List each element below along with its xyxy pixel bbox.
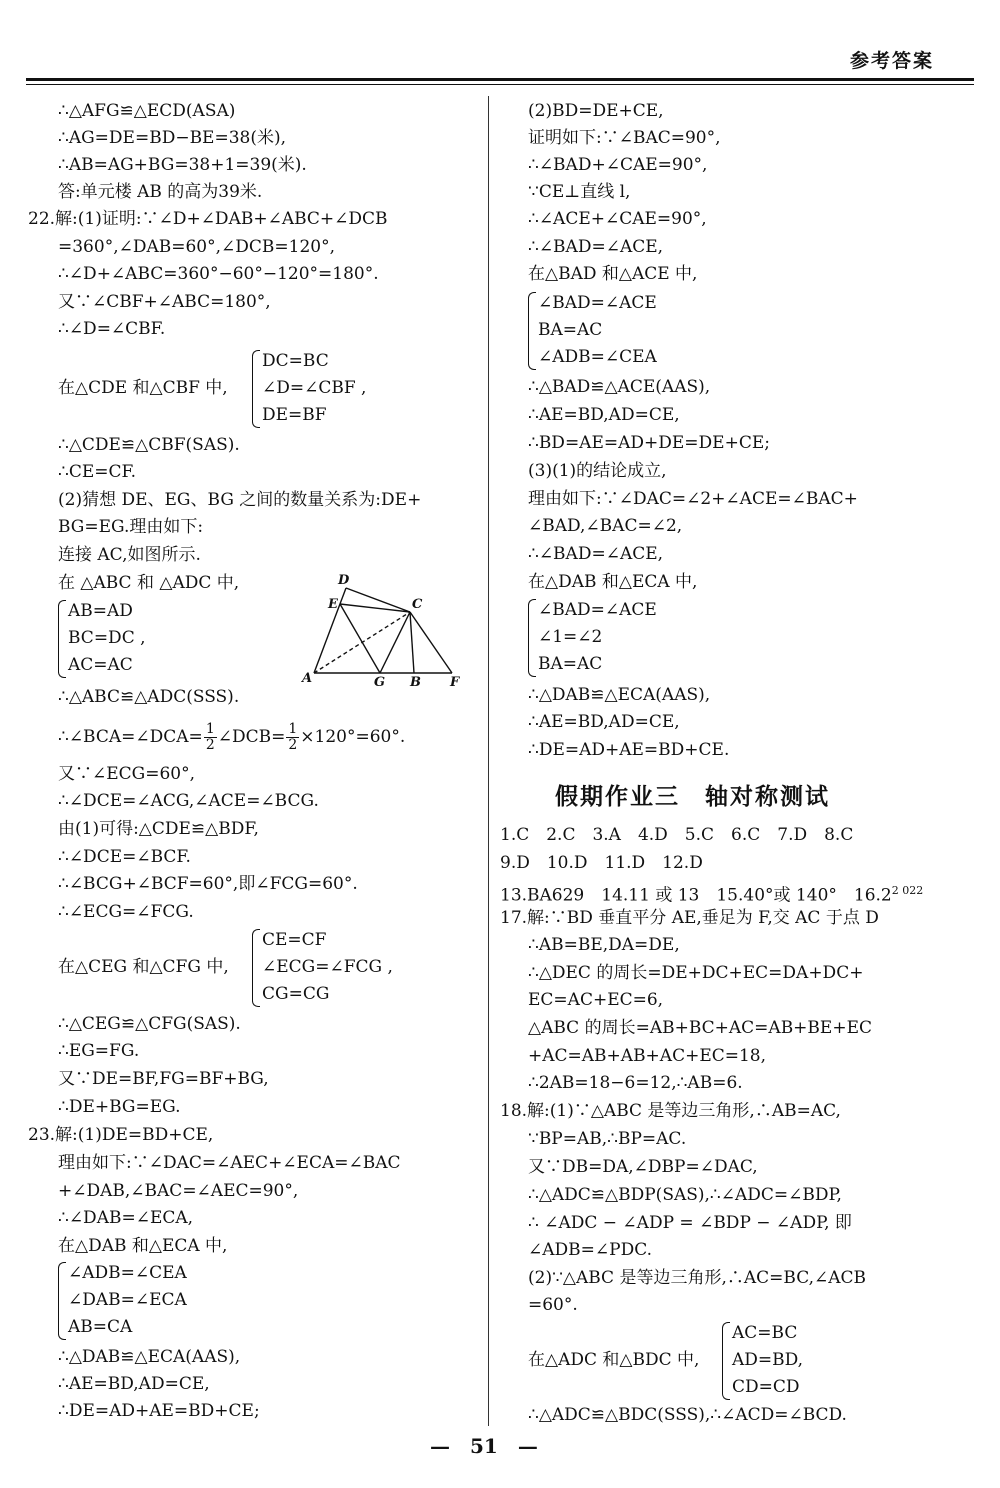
equation: ∠1=∠2 (538, 627, 603, 647)
text-line: ∴△CDE≌△CBF(SAS). (58, 435, 240, 455)
text-line: +AC=AB+AB+AC+EC=18, (528, 1046, 767, 1066)
text-line: ∴△DAB≌△ECA(AAS), (58, 1347, 241, 1367)
equation: ∠ADB=∠CEA (68, 1263, 187, 1283)
text-line: 在△BAD 和△ACE 中, (528, 264, 698, 284)
equation: AC=AC (68, 655, 133, 675)
text-line: ∴△ABC≌△ADC(SSS). (58, 687, 240, 707)
fraction-denominator: 2 (288, 737, 298, 753)
equation: DE=BF (262, 405, 327, 425)
brace (722, 1322, 730, 1400)
equation: ∠BAD=∠ACE (538, 293, 657, 313)
text-line: ∵CE⊥直线 l, (528, 182, 631, 202)
problem-17: 17.解:∵BD 垂直平分 AE,垂足为 F,交 AC 于点 D (500, 908, 879, 928)
text-line: ∴∠DCE=∠ACG,∠ACE=∠BCG. (58, 791, 319, 811)
text-line: ∴∠BAD+∠CAE=90°, (528, 155, 708, 175)
equation: AC=BC (732, 1323, 798, 1343)
text-line: 理由如下:∵∠DAC=∠AEC+∠ECA=∠BAC (58, 1153, 401, 1173)
equation: CD=CD (732, 1377, 800, 1397)
header-rule-thick (26, 78, 974, 81)
equation: BA=AC (538, 654, 603, 674)
text-line: ∴CE=CF. (58, 462, 137, 482)
brace (58, 600, 66, 678)
text-line: ∴AB=AG+BG=38+1=39(米). (58, 155, 307, 175)
column-divider (488, 96, 489, 1426)
text-line: +∠DAB,∠BAC=∠AEC=90°, (58, 1181, 299, 1201)
text-line: ∴△CEG≌△CFG(SAS). (58, 1014, 241, 1034)
fraction (286, 722, 299, 753)
text-line: ∴AG=DE=BD−BE=38(米), (58, 128, 287, 148)
system-intro: 在△CEG 和△CFG 中, (58, 957, 229, 977)
text-line: ∴△DAB≌△ECA(AAS), (528, 685, 711, 705)
equation: CE=CF (262, 930, 327, 950)
text-line: EC=AC+EC=6, (528, 990, 664, 1010)
text-line: ∴∠DAB=∠ECA, (58, 1208, 194, 1228)
fraction-denominator: 2 (205, 737, 215, 753)
system-intro: 在△CDE 和△CBF 中, (58, 378, 228, 398)
text-line: ∴BD=AE=AD+DE=DE+CE; (528, 433, 770, 453)
section-title: 假期作业三 轴对称测试 (555, 783, 830, 810)
answer-line: 1.C 2.C 3.A 4.D 5.C 6.C 7.D 8.C (500, 825, 854, 845)
text-line: 又∵DE=BF,FG=BF+BG, (58, 1069, 269, 1089)
problem-18: 18.解:(1)∵△ABC 是等边三角形,∴AB=AC, (500, 1101, 841, 1121)
text-line: ∴∠BAD=∠ACE, (528, 237, 664, 257)
brace (528, 292, 536, 370)
page-number: — 51 — (430, 1434, 538, 1458)
text-line: (2)猜想 DE、EG、BG 之间的数量关系为:DE+ (58, 490, 422, 510)
brace (58, 1262, 66, 1340)
equation: ∠DAB=∠ECA (68, 1290, 187, 1310)
exponent: 2 022 (891, 884, 924, 897)
text-line: ∴△AFG≌△ECD(ASA) (58, 101, 236, 121)
text-line: 又∵DB=DA,∠DBP=∠DAC, (528, 1157, 758, 1177)
text-line: ∴ ∠ADC − ∠ADP = ∠BDP − ∠ADP, 即 (528, 1213, 852, 1233)
text-line: ∴DE+BG=EG. (58, 1097, 181, 1117)
text-line: =60°. (528, 1295, 578, 1315)
point-label-b: B (410, 675, 421, 686)
equation: AB=CA (68, 1317, 133, 1337)
text-line: (2)∵△ABC 是等边三角形,∴AC=BC,∠ACB (528, 1268, 867, 1288)
geometry-figure (296, 568, 468, 686)
equation: AB=AD (68, 601, 133, 621)
text-line: 又∵∠ECG=60°, (58, 764, 196, 784)
fraction (204, 722, 217, 753)
point-label-g: G (374, 675, 386, 686)
point-label-c: C (412, 597, 423, 612)
text-line: ∴EG=FG. (58, 1041, 140, 1061)
point-label-f: F (450, 675, 460, 686)
equation: ∠ADB=∠CEA (538, 347, 657, 367)
equation: CG=CG (262, 984, 330, 1004)
header-rule-thin (26, 84, 974, 85)
answer-line (500, 880, 923, 907)
point-label-d: D (338, 573, 350, 588)
header-title: 参考答案 (849, 50, 934, 72)
text-line: ∴∠D=∠CBF. (58, 319, 166, 339)
text-line: ∴∠DCE=∠BCF. (58, 847, 191, 867)
brace (528, 599, 536, 677)
answer-line: 9.D 10.D 11.D 12.D (500, 853, 703, 873)
text-line: ∠BAD,∠BAC=∠2, (528, 516, 683, 536)
text-line: ∴△BAD≌△ACE(AAS), (528, 377, 711, 397)
equation: BC=DC , (68, 628, 146, 648)
text-line: 连接 AC,如图所示. (58, 545, 201, 565)
point-label-a: A (302, 671, 313, 686)
text-line: 在 △ABC 和 △ADC 中, (58, 573, 240, 593)
text-line: ∴∠ECG=∠FCG. (58, 902, 194, 922)
text-segment: ∴∠BCA=∠DCA= (58, 727, 203, 747)
equation: AD=BD, (732, 1350, 804, 1370)
text-line: ∵BP=AB,∴BP=AC. (528, 1129, 687, 1149)
text-line: ∴AE=BD,AD=CE, (528, 405, 680, 425)
text-line: ∴AB=BE,DA=DE, (528, 935, 680, 955)
equation: BA=AC (538, 320, 603, 340)
text-line: 在△DAB 和△ECA 中, (528, 572, 698, 592)
text-line: ∠ADB=∠PDC. (528, 1240, 653, 1260)
fraction-line (58, 722, 405, 753)
text-line: ∴2AB=18−6=12,∴AB=6. (528, 1073, 743, 1093)
equation: ∠ECG=∠FCG , (262, 957, 393, 977)
text-line: △ABC 的周长=AB+BC+AC=AB+BE+EC (528, 1018, 872, 1038)
text-line: 理由如下:∵∠DAC=∠2+∠ACE=∠BAC+ (528, 489, 858, 509)
equation: DC=BC (262, 351, 329, 371)
text-line: ∴AE=BD,AD=CE, (58, 1374, 210, 1394)
text-line: ∴AE=BD,AD=CE, (528, 712, 680, 732)
problem-22: 22.解:(1)证明:∵∠D+∠DAB+∠ABC+∠DCB (28, 209, 388, 229)
text-line: 证明如下:∵∠BAC=90°, (528, 128, 721, 148)
text-line: ∴△DEC 的周长=DE+DC+EC=DA+DC+ (528, 963, 864, 983)
text-line: BG=EG.理由如下: (58, 517, 204, 537)
system-intro: 在△ADC 和△BDC 中, (528, 1350, 700, 1370)
fraction-numerator: 1 (288, 721, 298, 737)
point-label-e: E (328, 597, 338, 612)
text-line: (2)BD=DE+CE, (528, 101, 664, 121)
text-line: ∴∠BAD=∠ACE, (528, 544, 664, 564)
text-line: ∴DE=AD+AE=BD+CE; (58, 1401, 260, 1421)
text-line: ∴∠D+∠ABC=360°−60°−120°=180°. (58, 264, 379, 284)
brace (252, 929, 260, 1007)
text-segment: ∠DCB= (217, 727, 286, 747)
text-line: (3)(1)的结论成立, (528, 461, 667, 481)
text-segment: 13.BA629 14.11 或 13 15.40°或 140° 16.2 (500, 885, 892, 906)
text-line: ∴∠BCG+∠BCF=60°,即∠FCG=60°. (58, 874, 358, 894)
equation: ∠D=∠CBF , (262, 378, 367, 398)
text-line: 在△DAB 和△ECA 中, (58, 1236, 228, 1256)
fraction-numerator: 1 (205, 721, 215, 737)
text-line: ∴DE=AD+AE=BD+CE. (528, 740, 730, 760)
text-segment: ×120°=60°. (300, 727, 406, 747)
equation: ∠BAD=∠ACE (538, 600, 657, 620)
problem-23: 23.解:(1)DE=BD+CE, (28, 1125, 214, 1145)
text-line: ∴△ADC≌△BDC(SSS),∴∠ACD=∠BCD. (528, 1405, 847, 1425)
text-line: 答:单元楼 AB 的高为39米. (58, 182, 263, 202)
text-line: 又∵∠CBF+∠ABC=180°, (58, 292, 271, 312)
text-line: =360°,∠DAB=60°,∠DCB=120°, (58, 237, 335, 257)
brace (252, 350, 260, 428)
text-line: 由(1)可得:△CDE≌△BDF, (58, 819, 259, 839)
text-line: ∴∠ACE+∠CAE=90°, (528, 209, 707, 229)
text-line: ∴△ADC≌△BDP(SAS),∴∠ADC=∠BDP, (528, 1185, 842, 1205)
